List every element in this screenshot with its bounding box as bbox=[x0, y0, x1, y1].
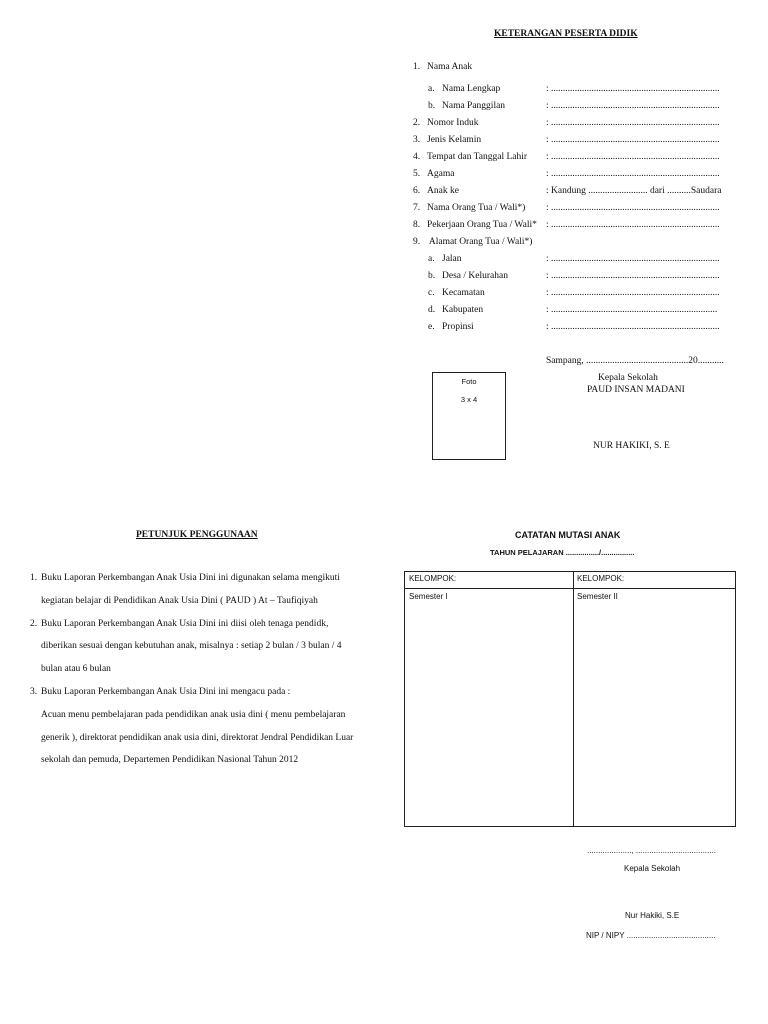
mutasi-kelompok-left: KELOMPOK: bbox=[409, 574, 457, 583]
keterangan-item-label: Nama Panggilan bbox=[442, 101, 506, 111]
keterangan-item-number: 9. bbox=[413, 237, 421, 247]
keterangan-title: KETERANGAN PESERTA DIDIK bbox=[494, 29, 638, 39]
keterangan-item-label: Jenis Kelamin bbox=[427, 135, 482, 145]
keterangan-item bbox=[428, 322, 758, 336]
keterangan-item-letter: e. bbox=[428, 322, 435, 332]
keterangan-item bbox=[428, 254, 758, 268]
keterangan-item-number: 6. bbox=[413, 186, 421, 196]
petunjuk-item-line: Buku Laporan Perkembangan Anak Usia Dini ini digunakan selama mengikuti bbox=[41, 573, 340, 583]
keterangan-item-letter: b. bbox=[428, 101, 436, 111]
keterangan-item-value: : ....................................................................... bbox=[546, 288, 720, 298]
keterangan-item-label: Alamat Orang Tua / Wali*) bbox=[427, 237, 533, 247]
keterangan-item bbox=[413, 62, 743, 76]
keterangan-item-label: Jalan bbox=[442, 254, 462, 264]
petunjuk-item-line: sekolah dan pemuda, Departemen Pendidikan Nasional Tahun 2012 bbox=[41, 755, 299, 766]
petunjuk-item-line: generik ), direktorat pendidikan anak usia dini, direktorat Jendral Pendidikan Luar bbox=[41, 732, 354, 743]
keterangan-place-date: Sampang, ...........................................20........... bbox=[546, 356, 724, 366]
keterangan-item-value: : ....................................................................... bbox=[546, 135, 720, 145]
petunjuk-item-line: diberikan sesuai dengan kebutuhan anak, misalnya : setiap 2 bulan / 3 bulan / 4 bbox=[41, 641, 342, 652]
keterangan-item-number: 4. bbox=[413, 152, 421, 162]
keterangan-item-label: Nama Orang Tua / Wali*) bbox=[427, 203, 526, 213]
keterangan-item-value: : ....................................................................... bbox=[546, 254, 720, 264]
keterangan-item-letter: b. bbox=[428, 271, 436, 281]
keterangan-item-label: Propinsi bbox=[442, 322, 474, 332]
mutasi-column-divider bbox=[573, 572, 574, 826]
mutasi-tahun-pelajaran: TAHUN PELAJARAN ................/................ bbox=[490, 548, 635, 557]
photo-box bbox=[432, 372, 506, 460]
keterangan-item-value: : ...................................................................... bbox=[546, 305, 718, 315]
keterangan-item-label: Kabupaten bbox=[442, 305, 484, 315]
mutasi-semester-left: Semester I bbox=[409, 592, 448, 601]
keterangan-item bbox=[413, 237, 743, 251]
keterangan-item bbox=[413, 135, 743, 149]
keterangan-item-value: : ....................................................................... bbox=[546, 84, 720, 94]
keterangan-item-number: 1. bbox=[413, 62, 421, 72]
petunjuk-item-number: 1. bbox=[30, 573, 38, 583]
keterangan-item-label: Nama Lengkap bbox=[442, 84, 501, 94]
mutasi-semester-right: Semester II bbox=[577, 592, 618, 601]
keterangan-item-value: : ....................................................................... bbox=[546, 322, 720, 332]
keterangan-item-letter: a. bbox=[428, 84, 435, 94]
mutasi-kelompok-right: KELOMPOK: bbox=[577, 574, 625, 583]
mutasi-signer-title: Kepala Sekolah bbox=[624, 864, 681, 873]
keterangan-item-value: : ....................................................................... bbox=[546, 203, 720, 213]
keterangan-item-letter: a. bbox=[428, 254, 435, 264]
keterangan-item-number: 3. bbox=[413, 135, 421, 145]
keterangan-item-label: Pekerjaan Orang Tua / Wali* bbox=[427, 220, 537, 230]
keterangan-item bbox=[413, 203, 743, 217]
keterangan-item bbox=[413, 186, 743, 200]
keterangan-item-label: Kecamatan bbox=[442, 288, 485, 298]
mutasi-place-date: ...................., .................................... bbox=[587, 846, 716, 855]
petunjuk-item-line: bulan atau 6 bulan bbox=[41, 664, 111, 675]
keterangan-item-value: : Kandung ......................... dari ..........Saudara bbox=[546, 186, 722, 196]
keterangan-item bbox=[413, 169, 743, 183]
keterangan-item bbox=[428, 101, 758, 115]
petunjuk-title: PETUNJUK PENGGUNAAN bbox=[136, 530, 258, 540]
mutasi-table bbox=[404, 571, 736, 827]
keterangan-item bbox=[428, 288, 758, 302]
keterangan-item-value: : ....................................................................... bbox=[546, 152, 720, 162]
mutasi-signer-name: Nur Hakiki, S.E bbox=[625, 911, 680, 920]
photo-size: 3 x 4 bbox=[460, 395, 478, 404]
keterangan-item-value: : ....................................................................... bbox=[546, 118, 720, 128]
keterangan-item-label: Nomor Induk bbox=[427, 118, 479, 128]
keterangan-item-label: Agama bbox=[427, 169, 455, 179]
keterangan-item-letter: c. bbox=[428, 288, 435, 298]
keterangan-signer-title: Kepala Sekolah bbox=[598, 373, 658, 383]
keterangan-item-value: : ....................................................................... bbox=[546, 271, 720, 281]
keterangan-item bbox=[428, 271, 758, 285]
keterangan-item bbox=[428, 84, 758, 98]
keterangan-item bbox=[428, 305, 758, 319]
petunjuk-item-line: kegiatan belajar di Pendidikan Anak Usia Dini ( PAUD ) At – Taufiqiyah bbox=[41, 595, 318, 606]
keterangan-item-number: 2. bbox=[413, 118, 421, 128]
petunjuk-item-line: Buku Laporan Perkembangan Anak Usia Dini ini mengacu pada : bbox=[41, 687, 291, 697]
keterangan-item-value: : ....................................................................... bbox=[546, 220, 720, 230]
keterangan-item bbox=[413, 118, 743, 132]
mutasi-nip: NIP / NIPY ........................................ bbox=[586, 931, 716, 940]
keterangan-signer-name: NUR HAKIKI, S. E bbox=[593, 441, 670, 451]
keterangan-item-value: : ....................................................................... bbox=[546, 169, 720, 179]
keterangan-item-label: Desa / Kelurahan bbox=[442, 271, 508, 281]
photo-label: Foto bbox=[461, 377, 477, 386]
keterangan-item-number: 5. bbox=[413, 169, 421, 179]
keterangan-item-label: Anak ke bbox=[427, 186, 459, 196]
petunjuk-item-line: Acuan menu pembelajaran pada pendidikan anak usia dini ( menu pembelajaran bbox=[41, 709, 346, 720]
mutasi-header-divider bbox=[405, 588, 735, 589]
keterangan-item bbox=[413, 152, 743, 166]
keterangan-school-name: PAUD INSAN MADANI bbox=[587, 385, 685, 395]
petunjuk-item-line: Buku Laporan Perkembangan Anak Usia Dini ini diisi oleh tenaga pendidk, bbox=[41, 618, 329, 629]
keterangan-item-number: 8. bbox=[413, 220, 421, 230]
mutasi-title: CATATAN MUTASI ANAK bbox=[515, 530, 621, 540]
keterangan-item bbox=[413, 220, 743, 234]
petunjuk-item-number: 2. bbox=[30, 618, 38, 629]
keterangan-item-number: 7. bbox=[413, 203, 421, 213]
keterangan-item-label: Nama Anak bbox=[427, 62, 473, 72]
keterangan-item-letter: d. bbox=[428, 305, 436, 315]
petunjuk-item-number: 3. bbox=[30, 687, 38, 697]
keterangan-item-value: : ....................................................................... bbox=[546, 101, 720, 111]
keterangan-item-label: Tempat dan Tanggal Lahir bbox=[427, 152, 528, 162]
